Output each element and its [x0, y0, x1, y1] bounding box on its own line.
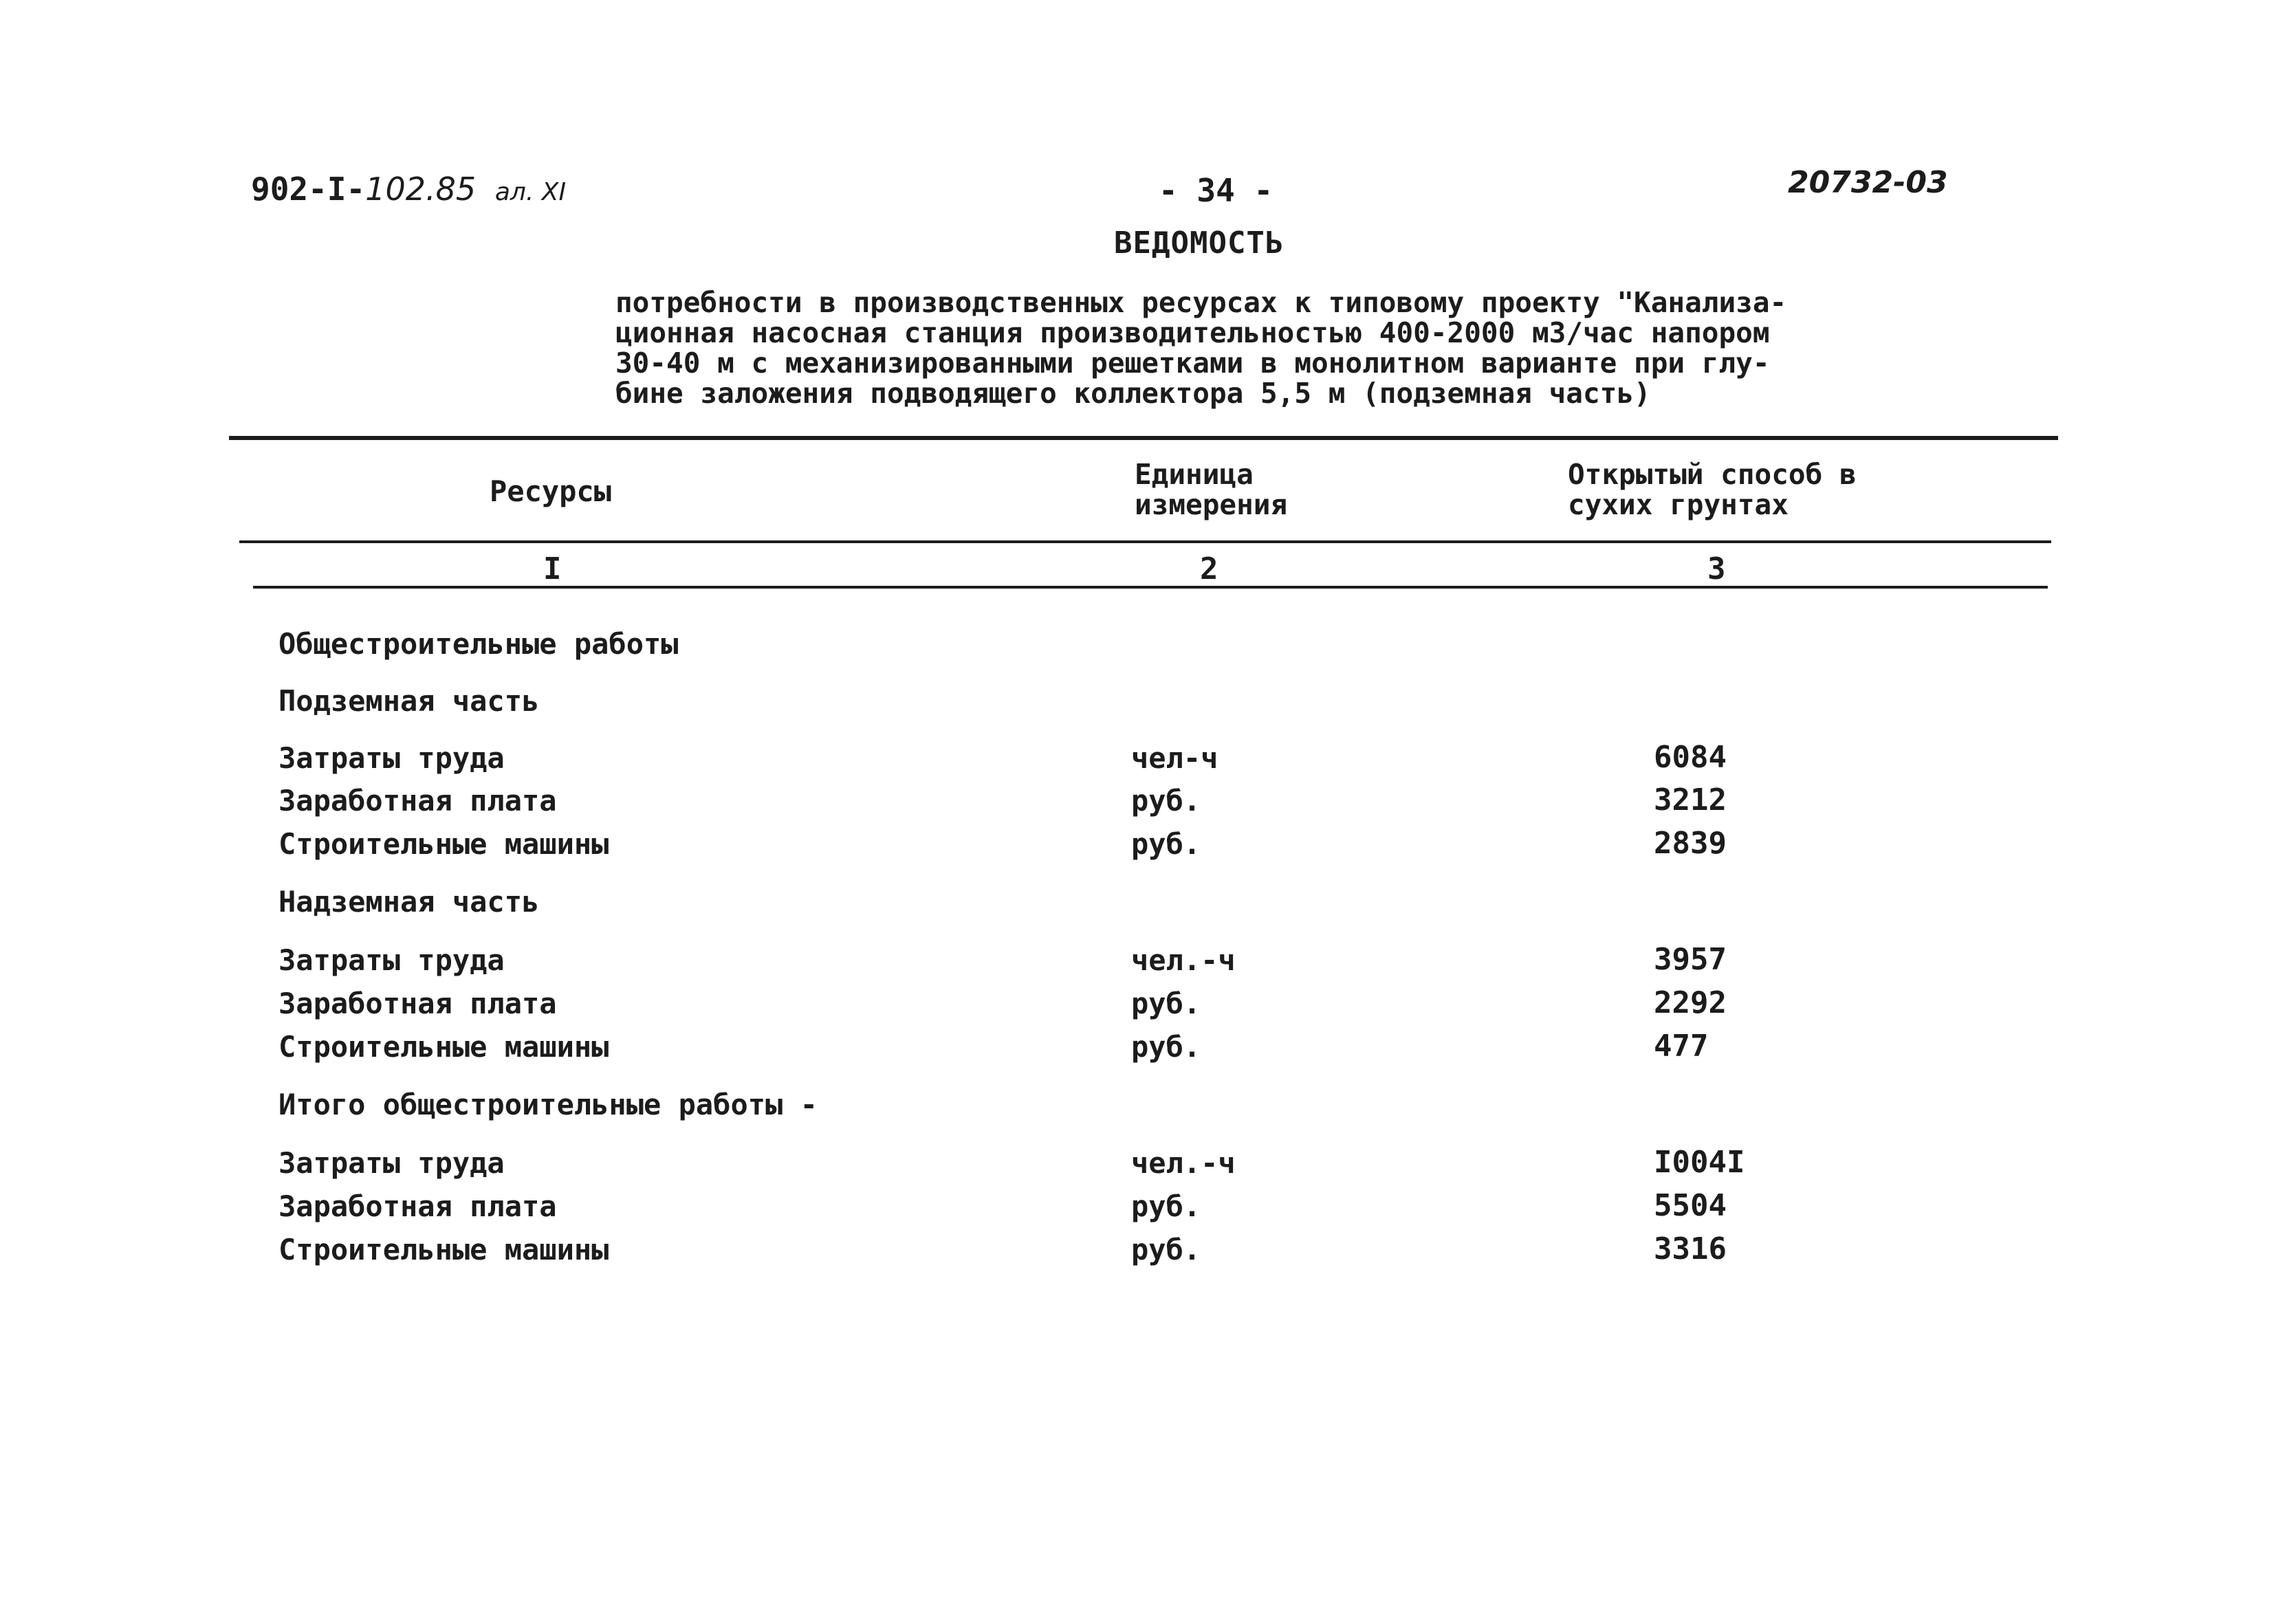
- column-header-resources: Ресурсы: [490, 474, 612, 508]
- table-row-unit: чел-ч: [1131, 741, 1218, 775]
- table-header-rule: [239, 540, 2051, 543]
- table-row-resource: Заработная плата: [278, 1189, 557, 1223]
- table-row-unit: чел.-ч: [1131, 1146, 1236, 1180]
- table-row-value: 477: [1654, 1029, 1709, 1064]
- document-code-handwritten: 102.85: [365, 171, 477, 208]
- table-row-resource: Заработная плата: [278, 784, 557, 818]
- table-row-resource: Заработная плата: [278, 987, 557, 1020]
- column-header-method: Открытый способ в сухих грунтах: [1568, 458, 1857, 521]
- column-number-3: 3: [1707, 551, 1726, 586]
- subtitle-line: потребности в производственных ресурсах к типовому проекту "Канализа-: [615, 286, 1787, 319]
- inventory-number: 20732-03: [1788, 165, 1948, 200]
- subtitle-line: бине заложения подводящего коллектора 5,5 м (подземная часть): [615, 377, 1651, 410]
- section-title: Подземная часть: [278, 684, 540, 718]
- document-code: [251, 171, 566, 208]
- table-row-resource: Затраты труда: [278, 741, 505, 775]
- table-row-resource: Строительные машины: [278, 1233, 609, 1266]
- section-title: Итого общестроительные работы -: [278, 1088, 818, 1121]
- table-row-unit: руб.: [1131, 1030, 1201, 1064]
- document-subtitle: [615, 287, 1839, 408]
- document-code-printed: 902-I-: [251, 171, 366, 208]
- subtitle-line: ционная насосная станция производительностью 400-2000 м3/час напором: [615, 316, 1770, 349]
- album-number: ал. XI: [494, 178, 567, 206]
- column-number-1: I: [543, 551, 562, 586]
- table-row-unit: руб.: [1131, 1189, 1201, 1223]
- table-row-resource: Затраты труда: [278, 1146, 505, 1180]
- table-row-unit: руб.: [1131, 1233, 1201, 1266]
- column-number-2: 2: [1200, 551, 1218, 586]
- table-row-value: 6084: [1654, 740, 1727, 775]
- section-title: Надземная часть: [278, 885, 540, 919]
- page-title: ВЕДОМОСТЬ: [1114, 226, 1284, 261]
- table-row-value: 3212: [1654, 782, 1727, 818]
- table-row-unit: чел.-ч: [1131, 943, 1236, 977]
- page-number: - 34 -: [1159, 172, 1273, 209]
- table-row-value: 5504: [1654, 1188, 1727, 1223]
- table-row-unit: руб.: [1131, 784, 1201, 818]
- table-row-resource: Строительные машины: [278, 827, 609, 861]
- table-row-resource: Строительные машины: [278, 1030, 609, 1064]
- table-row-value: 3316: [1654, 1231, 1727, 1266]
- table-row-value: 3957: [1654, 942, 1727, 977]
- table-row-unit: руб.: [1131, 827, 1201, 861]
- table-number-rule: [253, 586, 2048, 589]
- table-row-resource: Затраты труда: [278, 943, 505, 977]
- table-row-unit: руб.: [1131, 987, 1201, 1020]
- table-top-rule: [229, 436, 2058, 440]
- table-row-value: 2292: [1654, 985, 1727, 1020]
- table-row-value: 2839: [1654, 826, 1727, 861]
- subtitle-line: 30-40 м с механизированными решетками в монолитном варианте при глу-: [615, 347, 1770, 380]
- section-title: Общестроительные работы: [278, 627, 679, 661]
- table-row-value: I004I: [1654, 1145, 1745, 1180]
- column-header-unit: Единица измерения: [1135, 458, 1288, 521]
